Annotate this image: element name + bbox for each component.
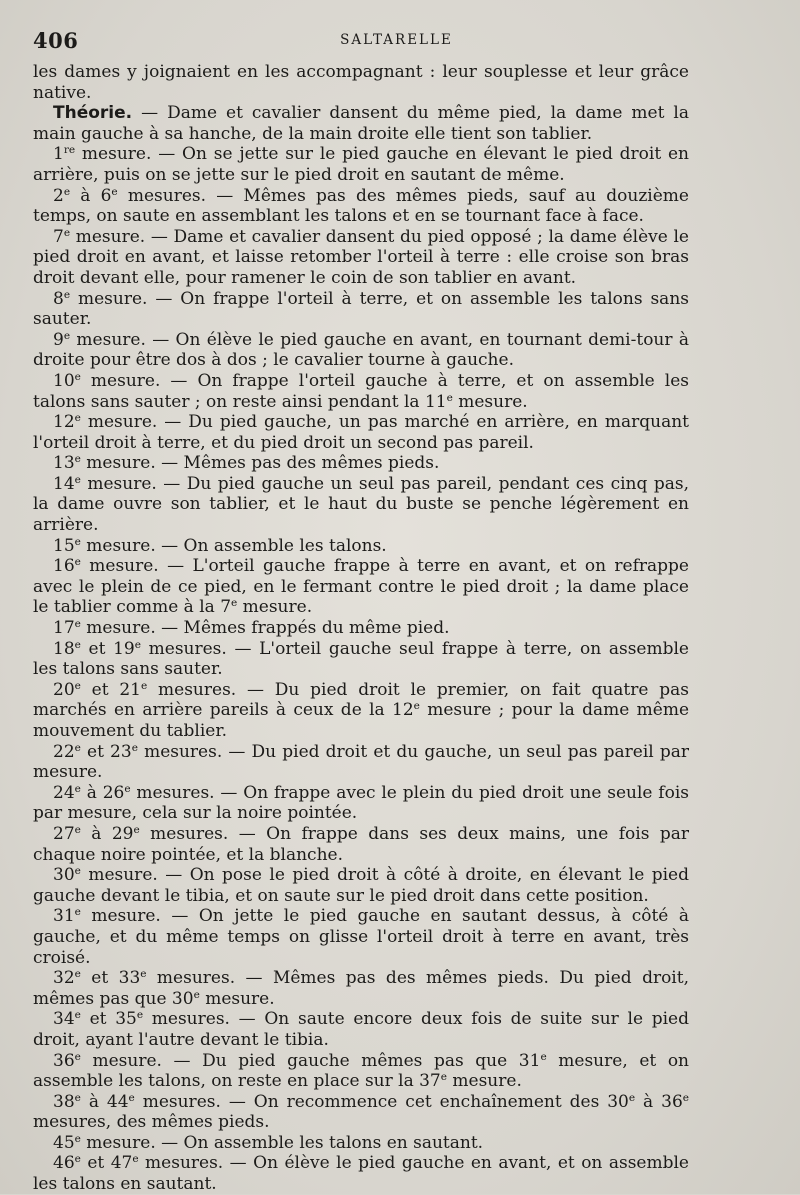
paragraph-text: — Dame et cavalier dansent du même pied, la dame met la main gauche à sa hanche, de la main droite elle tient son tablier. [33, 103, 689, 144]
paragraph [33, 371, 689, 412]
measure-number: 16 [53, 556, 75, 577]
section-label: Théorie. [53, 103, 133, 124]
paragraph-text: à 36 [635, 1091, 683, 1112]
paragraph-text: et 35 [80, 1009, 137, 1030]
measure-number: 15 [53, 535, 75, 556]
paragraph-text: les dames y joignaient en les accompagnant : leur souplesse et leur grâce native. [33, 62, 689, 103]
measure-number: 22 [53, 741, 75, 762]
measure-number: 31 [53, 906, 75, 927]
paragraph [33, 865, 689, 906]
ordinal-suffix: e [74, 782, 81, 795]
paragraph [33, 618, 689, 639]
paragraph [33, 1051, 689, 1092]
ordinal-suffix: e [74, 371, 81, 384]
measure-number: 24 [53, 782, 75, 803]
ordinal-suffix: e [74, 1133, 81, 1146]
measure-number: 27 [53, 823, 75, 844]
paragraph-text: mesure. — Mêmes frappés du même pied. [80, 618, 450, 639]
paragraph-text: à 29 [80, 823, 134, 844]
paragraph-text: mesure, et on assemble les talons, on reste en place sur la 37 [33, 1050, 689, 1092]
ordinal-suffix: e [111, 185, 118, 198]
measure-number: 2 [53, 185, 64, 206]
paragraph-text: et 23 [80, 741, 132, 762]
measure-number: 13 [53, 453, 75, 474]
paragraph-text: mesures, des mêmes pieds. [33, 1112, 270, 1133]
paragraph-text: mesure. — On frappe l'orteil à terre, et on assemble les talons sans sauter. [33, 288, 689, 330]
paragraph-text: mesure. — On jette le pied gauche en sautant dessus, à côté à gauche, et du même temps on glisse l'orteil droit à terre en avant, très croisé. [33, 906, 689, 968]
ordinal-suffix: e [124, 782, 131, 795]
paragraph [33, 783, 689, 824]
ordinal-suffix: e [134, 638, 141, 651]
paragraph-text: à 44 [80, 1091, 129, 1112]
ordinal-suffix: e [74, 1009, 81, 1022]
ordinal-suffix: e [74, 968, 81, 981]
measure-number: 38 [53, 1091, 75, 1112]
ordinal-suffix: e [74, 741, 81, 754]
ordinal-suffix: e [74, 824, 81, 837]
measure-number: 17 [53, 618, 75, 639]
paragraph-text: et 33 [80, 968, 141, 989]
ordinal-suffix: e [74, 556, 81, 569]
paragraph-text: mesures. — Du pied droit le premier, on fait quatre pas marchés en arrière pareils à ceux de la 12 [33, 679, 689, 721]
paragraph [33, 824, 689, 865]
ordinal-suffix: e [128, 1091, 135, 1104]
page-number: 406 [33, 28, 79, 53]
paragraph-text: mesures. — On frappe dans ses deux mains, une fois par chaque noire pointée, et la blanche. [33, 823, 689, 865]
ordinal-suffix: e [74, 1153, 81, 1166]
paragraph [33, 227, 689, 289]
ordinal-suffix: e [231, 597, 238, 610]
ordinal-suffix: e [74, 412, 81, 425]
paragraph-text: mesures. — Du pied droit et du gauche, un seul pas pareil par mesure. [33, 741, 689, 783]
ordinal-suffix: e [440, 1071, 447, 1084]
paragraph [33, 639, 689, 680]
ordinal-suffix: re [63, 144, 76, 157]
measure-number: 14 [53, 473, 75, 494]
paragraph-text: mesures. — On frappe avec le plein du pied droit une seule fois par mesure, cela sur la noire pointée. [33, 782, 689, 824]
paragraph-text: mesures. — L'orteil gauche seul frappe à terre, on assemble les talons sans sauter. [33, 638, 689, 680]
ordinal-suffix: e [63, 288, 71, 301]
paragraph [33, 330, 689, 371]
ordinal-suffix: e [628, 1091, 636, 1104]
measure-number: 36 [53, 1050, 75, 1071]
measure-number: 46 [53, 1153, 75, 1174]
paragraph [33, 742, 689, 783]
measure-number: 32 [53, 968, 75, 989]
ordinal-suffix: e [413, 700, 420, 713]
paragraph [33, 1092, 689, 1133]
measure-number: 30 [53, 865, 75, 886]
measure-number: 9 [53, 329, 64, 350]
measure-number: 7 [53, 226, 64, 247]
paragraph-text: mesures. — Mêmes pas des mêmes pieds, sauf au douzième temps, on saute en assemblant les talons et en se tournant face à face. [33, 185, 689, 227]
paragraph-text: mesure. — On assemble les talons. [80, 535, 387, 556]
paragraph-text: mesure. [452, 391, 528, 412]
paragraph-text: mesure. — L'orteil gauche frappe à terre en avant, et on refrappe avec le plein de ce pied, en le fermant contre le pied droit ; la dame place le tablier comme à la 7 [33, 556, 689, 618]
measure-number: 34 [53, 1009, 75, 1030]
paragraph-text: mesure. [237, 597, 313, 618]
paragraph-text: mesure. — On pose le pied droit à côté à droite, en élevant le pied gauche devant le tibia, et on saute sur le pied droit dans cette position. [33, 865, 689, 906]
ordinal-suffix: e [132, 1153, 139, 1166]
measure-number: 20 [53, 679, 75, 700]
measure-number: 18 [53, 638, 75, 659]
paragraph [33, 412, 689, 453]
paragraph [33, 680, 689, 742]
paragraph-text: mesure. — On frappe l'orteil gauche à terre, et on assemble les talons sans sauter ; on reste ainsi pendant la 11 [33, 370, 689, 412]
paragraph-text: mesure. — On se jette sur le pied gauche en élevant le pied droit en arrière, puis on se jette sur le pied droit en sautant de même. [33, 144, 689, 185]
ordinal-suffix: e [74, 618, 81, 631]
paragraph-text: mesure ; pour la dame même mouvement du tablier. [33, 700, 690, 741]
paragraph [33, 186, 689, 227]
ordinal-suffix: e [63, 185, 71, 198]
paragraph-text: à 26 [80, 782, 125, 803]
body-text [33, 62, 689, 1195]
ordinal-suffix: e [136, 1009, 144, 1022]
paragraph [33, 968, 689, 1009]
paragraph-text: mesure. [447, 1071, 522, 1092]
ordinal-suffix: e [540, 1050, 547, 1063]
ordinal-suffix: e [74, 1050, 81, 1063]
page-header [33, 28, 760, 52]
paragraph [33, 103, 689, 144]
paragraph-text: mesures. — On élève le pied gauche en avant, et on assemble les talons en sautant. [33, 1153, 689, 1195]
paragraph-text: à 6 [70, 185, 112, 206]
paragraph-text: mesures. — On saute encore deux fois de suite sur le pied droit, ayant l'autre devant le tibia. [33, 1009, 689, 1050]
ordinal-suffix: e [74, 453, 81, 466]
ordinal-suffix: e [446, 391, 453, 404]
paragraph-text: mesure. [199, 988, 275, 1009]
paragraph [33, 289, 689, 330]
ordinal-suffix: e [74, 1091, 81, 1104]
measure-number: 10 [53, 370, 75, 391]
paragraph [33, 144, 689, 185]
paragraph-text: mesure. — Mêmes pas des mêmes pieds. [80, 453, 440, 474]
paragraph [33, 1009, 689, 1050]
paragraph [33, 1153, 689, 1194]
measure-number: 45 [53, 1132, 75, 1153]
ordinal-suffix: e [193, 988, 200, 1001]
paragraph-text: et 21 [80, 679, 141, 700]
measure-number: 1 [53, 144, 64, 165]
paragraph [33, 556, 689, 618]
paragraph-text: mesure. — Du pied gauche, un pas marché en arrière, en marquant l'orteil droit à terre, et du pied droit un second pas pareil. [33, 412, 689, 453]
paragraph-text: et 47 [80, 1153, 133, 1174]
paragraph [33, 1133, 689, 1154]
ordinal-suffix: e [74, 474, 81, 487]
running-title: SALTARELLE [340, 32, 453, 48]
paragraph-text: mesure. — Du pied gauche un seul pas pareil, pendant ces cinq pas, la dame ouvre son tablier, et le haut du buste se penche légèrement en arrière. [33, 473, 689, 536]
ordinal-suffix: e [74, 680, 81, 693]
paragraph-text: et 19 [80, 638, 135, 659]
paragraph-text: mesure. — On assemble les talons en sautant. [80, 1132, 484, 1153]
paragraph-text: mesure. — Du pied gauche mêmes pas que 31 [80, 1050, 541, 1071]
paragraph-text: mesure. — Dame et cavalier dansent du pied opposé ; la dame élève le pied droit en avant, et laisse retomber l'orteil à terre : elle croise son bras droit devant elle, pour ramener le coin de son tablier en avant. [33, 226, 689, 288]
ordinal-suffix: e [74, 535, 81, 548]
ordinal-suffix: e [63, 329, 71, 342]
ordinal-suffix: e [74, 638, 81, 651]
ordinal-suffix: e [140, 968, 147, 981]
ordinal-suffix: e [74, 906, 81, 919]
paragraph-text: mesures. — On recommence cet enchaînement des 30 [134, 1091, 629, 1112]
paragraph [33, 536, 689, 557]
ordinal-suffix: e [63, 226, 71, 239]
ordinal-suffix: e [682, 1091, 689, 1104]
paragraph-text: mesures. — Mêmes pas des mêmes pieds. Du pied droit, mêmes pas que 30 [33, 968, 689, 1009]
ordinal-suffix: e [131, 741, 138, 754]
ordinal-suffix: e [141, 680, 148, 693]
paragraph-text: mesure. — On élève le pied gauche en avant, en tournant demi-tour à droite pour être dos à dos ; le cavalier tourne à gauche. [33, 329, 689, 371]
measure-number: 12 [53, 412, 75, 433]
ordinal-suffix: e [74, 865, 81, 878]
paragraph [33, 906, 689, 968]
paragraph [33, 474, 689, 536]
measure-number: 8 [53, 288, 64, 309]
paragraph [33, 62, 689, 103]
paragraph [33, 453, 689, 474]
ordinal-suffix: e [133, 824, 140, 837]
